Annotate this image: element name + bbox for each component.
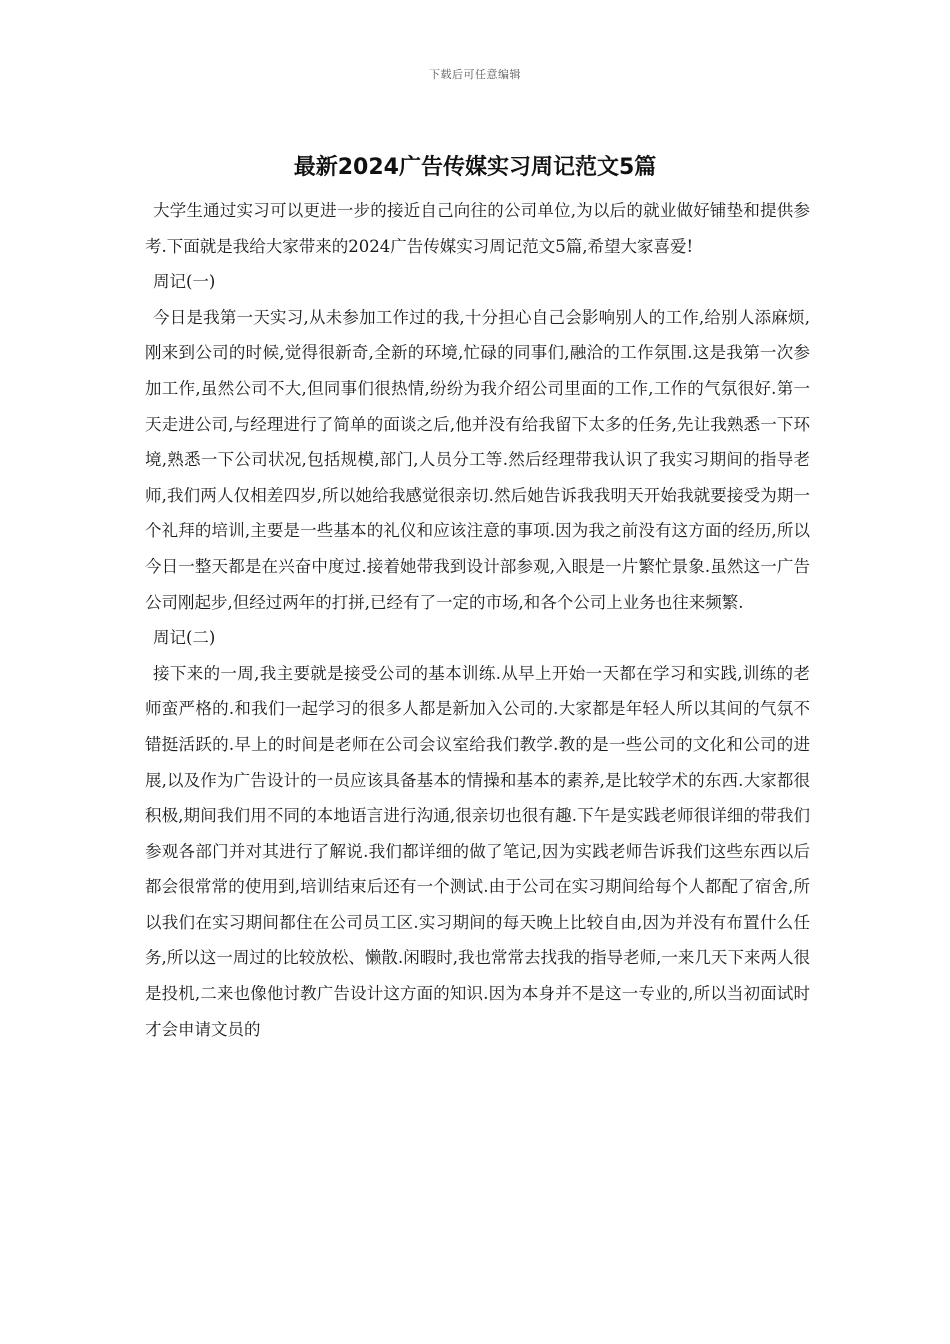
document-title: 最新2024广告传媒实习周记范文5篇 — [293, 155, 657, 180]
intro-paragraph: 大学生通过实习可以更进一步的接近自己向往的公司单位,为以后的就业做好铺垫和提供参考.下面就是我给大家带来的2024广告传媒实习周记范文5篇,希望大家喜爱! — [145, 201, 810, 256]
document-body — [145, 193, 810, 1047]
section-heading-week-2: 周记(二) — [153, 628, 216, 648]
week-2-paragraph: 接下来的一周,我主要就是接受公司的基本训练.从早上开始一天都在学习和实践,训练的老师蛮严格的.和我们一起学习的很多人都是新加入公司的.大家都是年轻人所以其间的气氛不错挺活跃的.早上的时间是老师在公司会议室给我们教学.教的是一些公司的文化和公司的进展,以及作为广告设计的一员应该具备基本的情操和基本的素养,是比较学术的东西.大家都很积极,期间我们用不同的本地语言进行沟通,很亲切也很有趣.下午是实践老师很详细的带我们参观各部门并对其进行了解说.我们都详细的做了笔记,因为实践老师告诉我们这些东西以后都会很常常的使用到,培训结束后还有一个测试.由于公司在实习期间给每个人都配了宿舍,所以我们在实习期间都住在公司员工区.实习期间的每天晚上比较自由,因为并没有布置什么任务,所以这一周过的比较放松、懒散.闲暇时,我也常常去找我的指导老师,一来几天下来两人很是投机,二来也像他讨教广告设计这方面的知识.因为本身并不是这一专业的,所以当初面试时才会申请文员的 — [145, 663, 810, 1039]
week-1-paragraph: 今日是我第一天实习,从未参加工作过的我,十分担心自己会影响别人的工作,给别人添麻烦,刚来到公司的时候,觉得很新奇,全新的环境,忙碌的同事们,融洽的工作氛围.这是我第一次参加工作,虽然公司不大,但同事们很热情,纷纷为我介绍公司里面的工作,工作的气氛很好.第一天走进公司,与经理进行了简单的面谈之后,他并没有给我留下太多的任务,先让我熟悉一下环境,熟悉一下公司状况,包括规模,部门,人员分工等.然后经理带我认识了我实习期间的指导老师,我们两人仅相差四岁,所以她给我感觉很亲切.然后她告诉我我明天开始我就要接受为期一个礼拜的培训,主要是一些基本的礼仪和应该注意的事项.因为我之前没有这方面的经历,所以今日一整天都是在兴奋中度过.接着她带我到设计部参观,入眼是一片繁忙景象.虽然这一广告公司刚起步,但经过两年的打拼,已经有了一定的市场,和各个公司上业务也往来频繁. — [145, 307, 810, 612]
header-note: 下载后可任意编辑 — [429, 68, 521, 81]
section-heading-week-1: 周记(一) — [153, 272, 216, 292]
